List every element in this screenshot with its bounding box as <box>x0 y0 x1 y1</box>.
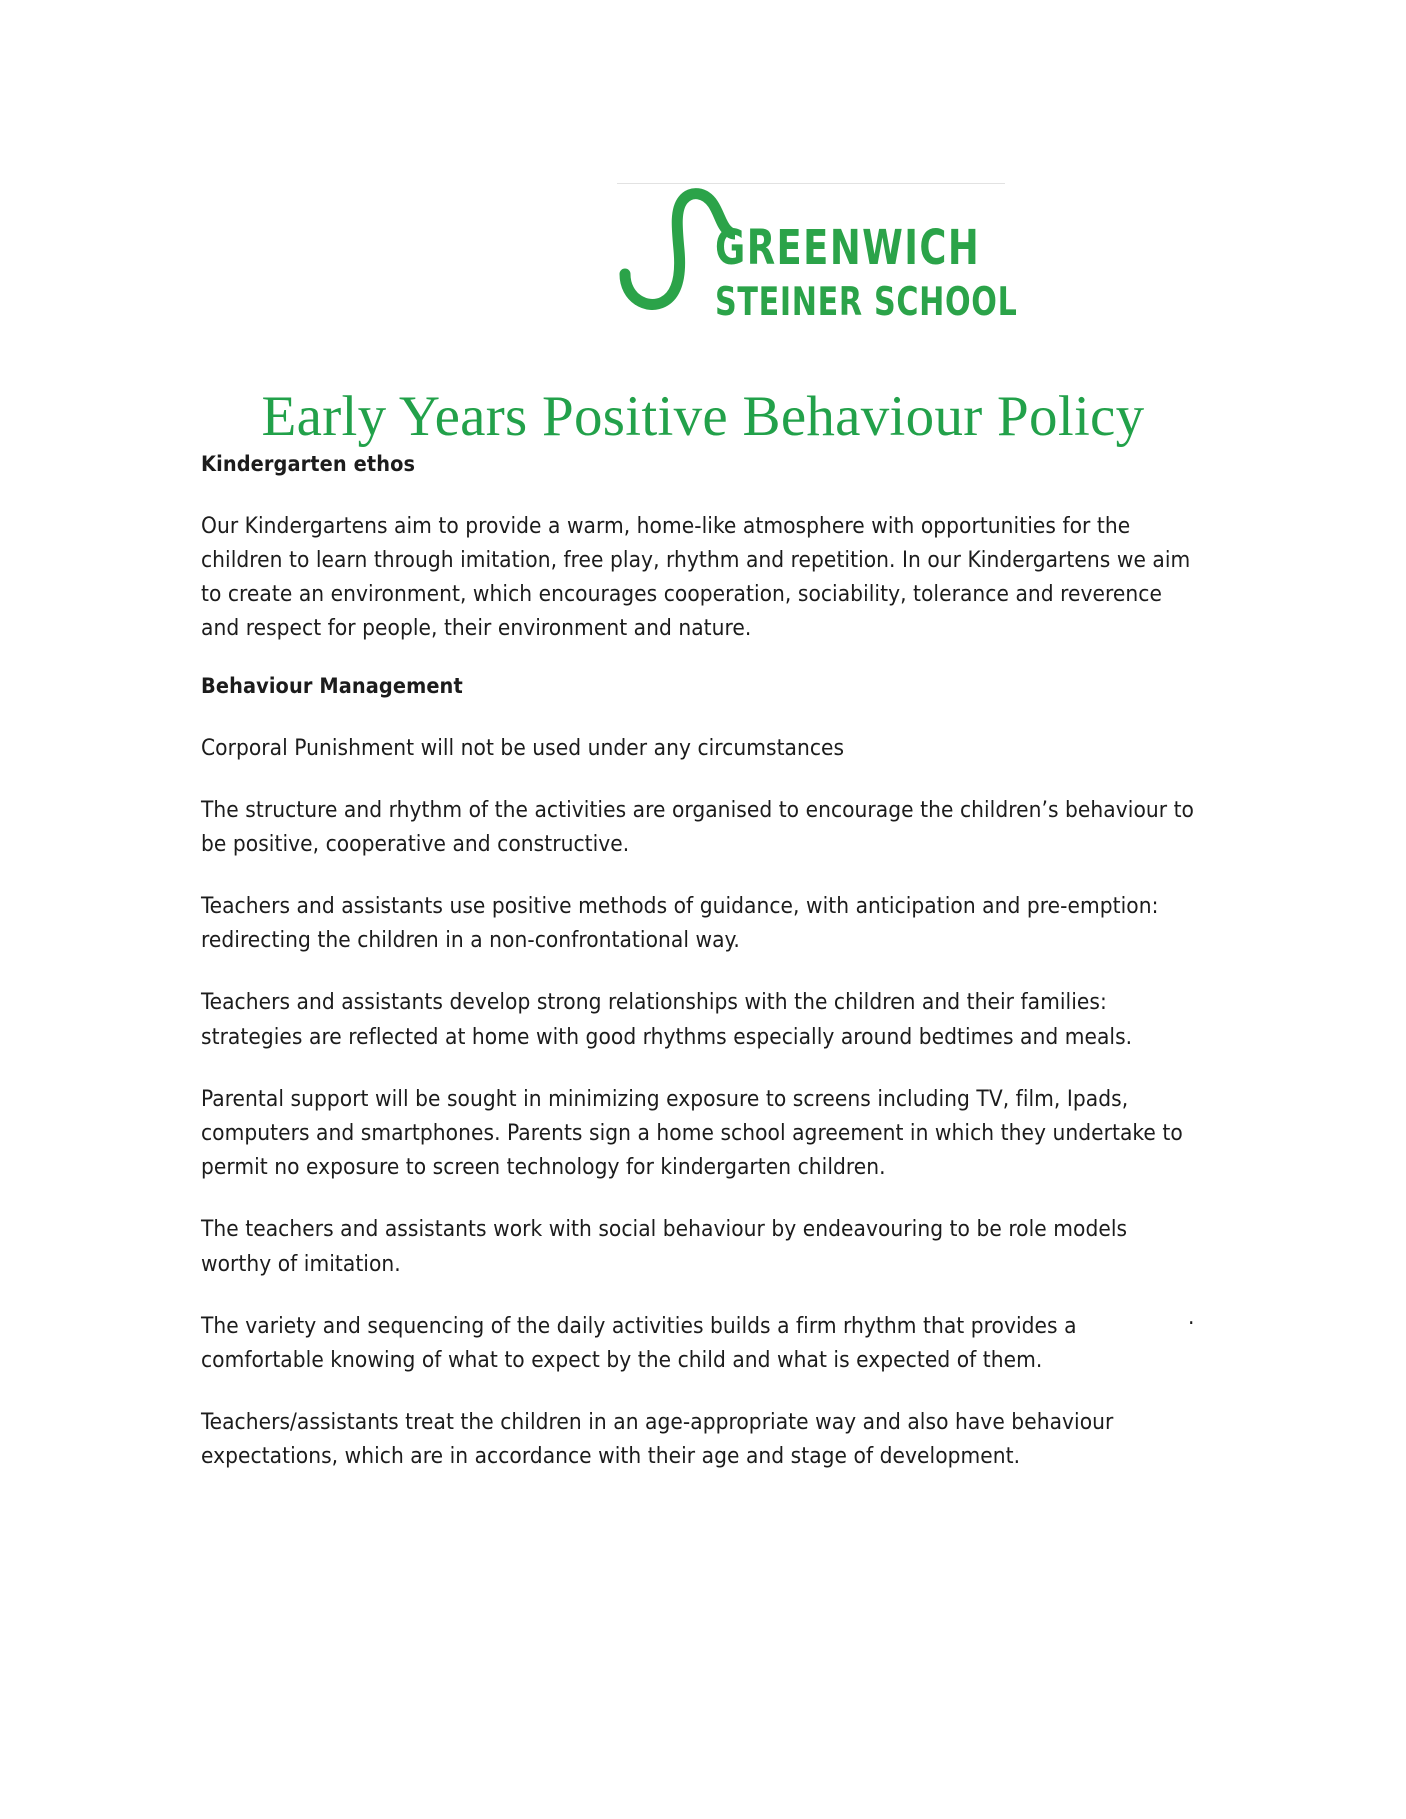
page-title: Early Years Positive Behaviour Policy <box>261 385 1145 449</box>
logo-artwork <box>617 186 1018 325</box>
school-logo <box>617 172 1018 325</box>
paragraph-role-models: The teachers and assistants work with social behaviour by endeavouring to be role models worthy of imitation. <box>201 1216 1128 1277</box>
paragraph-parental-support-screens: Parental support will be sought in minimizing exposure to screens including TV, film, Ipads, computers and smartphones. Parents sign a home school agreement in which they undertake to permit no exposure to screen technology for kindergarten children. <box>201 1085 1183 1181</box>
paragraph-age-appropriate: Teachers/assistants treat the children in an age-appropriate way and also have behaviour expectations, which are in accordance with their age and stage of development. <box>201 1409 1114 1470</box>
logo-line-steiner-school: STEINER SCHOOL <box>715 278 1018 325</box>
paragraph-kindergarten-ethos-1: Our Kindergartens aim to provide a warm, home-like atmosphere with opportunities for the children to learn through imitation, free play, rhythm and repetition. In our Kindergartens we aim to create an environment, which encourages cooperation, sociability, tolerance and reverence and respect for people, their environment and nature. <box>201 512 1191 642</box>
logo-wordmark <box>715 219 1018 325</box>
paragraph-corporal-punishment: Corporal Punishment will not be used under any circumstances <box>201 734 845 761</box>
logo-line-greenwich: GREENWICH <box>715 219 981 276</box>
paragraph-strong-relationships: Teachers and assistants develop strong relationships with the children and their families: strategies are reflected at home with good rhythms especially around bedtimes and meals. <box>201 989 1133 1050</box>
paragraph-structure-rhythm: The structure and rhythm of the activities are organised to encourage the children’s behaviour to be positive, cooperative and constructive. <box>201 796 1194 857</box>
section-heading-kindergarten-ethos: Kindergarten ethos <box>201 452 416 477</box>
paragraph-variety-sequencing: The variety and sequencing of the daily activities builds a firm rhythm that provides a comfortable knowing of what to expect by the child and what is expected of them. <box>201 1312 1077 1373</box>
section-heading-behaviour-management: Behaviour Management <box>201 673 463 699</box>
document-body <box>201 452 1201 1502</box>
stray-period-artifact: . <box>1188 1304 1195 1330</box>
paragraph-positive-methods: Teachers and assistants use positive methods of guidance, with anticipation and pre-emption: redirecting the children in a non-confrontational way. <box>201 893 1159 954</box>
logo-top-rule <box>617 183 1005 184</box>
